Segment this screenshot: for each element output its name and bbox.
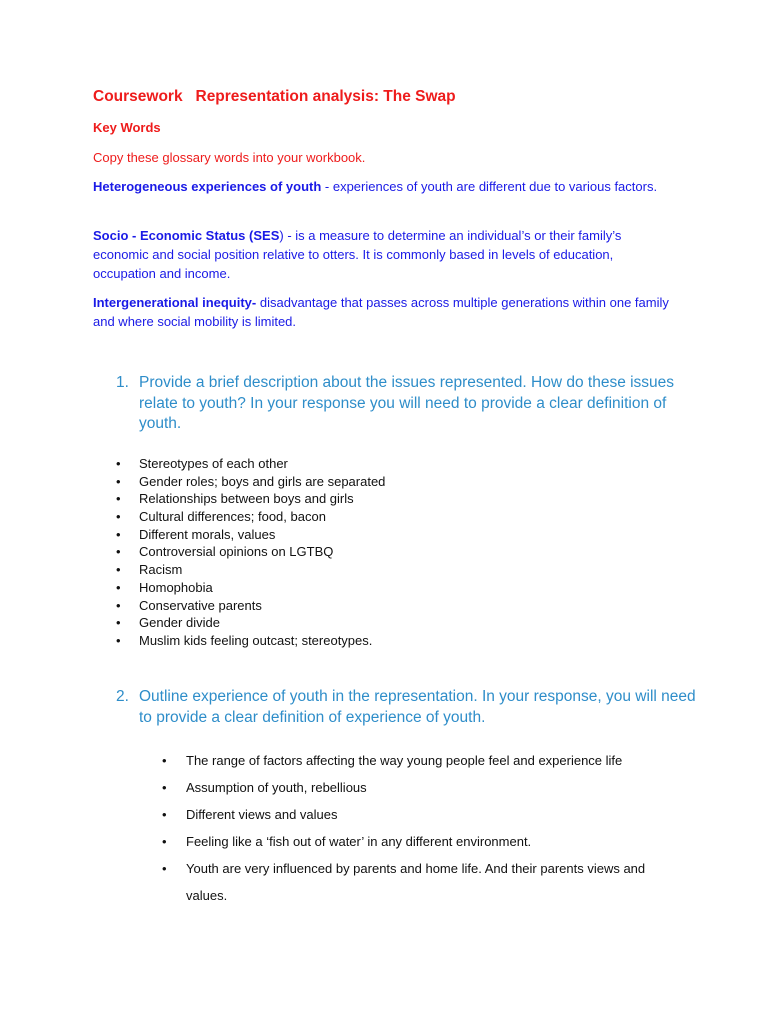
glossary-entry-intergenerational bbox=[93, 293, 673, 331]
list-item: • Muslim kids feeling outcast; stereotypes. bbox=[116, 632, 385, 650]
glossary-term: Intergenerational inequity- bbox=[93, 295, 257, 310]
question-number: 2. bbox=[116, 688, 129, 705]
instruction-text: Copy these glossary words into your workbook. bbox=[93, 150, 366, 165]
list-item: • Gender divide bbox=[116, 614, 385, 632]
list-item: • Stereotypes of each other bbox=[116, 455, 385, 473]
list-item: • The range of factors affecting the way young people feel and experience life bbox=[162, 747, 682, 774]
list-item: • Different morals, values bbox=[116, 526, 385, 544]
glossary-definition: disadvantage that passes across multiple generations within one family and where social mobility is limited. bbox=[93, 295, 669, 329]
key-words-heading: Key Words bbox=[93, 120, 161, 135]
question-number: 1. bbox=[116, 374, 129, 391]
answer-list-1 bbox=[116, 455, 385, 650]
list-item: • Feeling like a ‘fish out of water’ in any different environment. bbox=[162, 828, 682, 855]
glossary-separator: ) - bbox=[279, 228, 296, 243]
list-item: • Relationships between boys and girls bbox=[116, 490, 385, 508]
list-item: • Assumption of youth, rebellious bbox=[162, 774, 682, 801]
question-text: Outline experience of youth in the representation. In your response, you will need to provide a clear definition of experience of youth. bbox=[139, 688, 696, 726]
glossary-term: Socio - Economic Status (SES bbox=[93, 228, 280, 243]
list-item: • Racism bbox=[116, 561, 385, 579]
list-item: • Cultural differences; food, bacon bbox=[116, 508, 385, 526]
glossary-definition: experiences of youth are different due to various factors. bbox=[332, 179, 658, 194]
list-item: • Youth are very influenced by parents and home life. And their parents views and values. bbox=[162, 855, 682, 909]
page-title: Coursework Representation analysis: The Swap bbox=[93, 88, 456, 105]
list-item: • Conservative parents bbox=[116, 597, 385, 615]
question-1 bbox=[116, 373, 696, 435]
list-item: • Homophobia bbox=[116, 579, 385, 597]
glossary-term: Heterogeneous experiences of youth bbox=[93, 179, 322, 194]
glossary-entry-heterogeneous bbox=[93, 177, 673, 196]
question-2 bbox=[116, 687, 696, 728]
glossary-entry-ses bbox=[93, 226, 673, 283]
answer-list-2 bbox=[162, 747, 682, 909]
list-item: • Gender roles; boys and girls are separated bbox=[116, 473, 385, 491]
glossary-separator: - bbox=[321, 179, 333, 194]
glossary-definition: is a measure to determine an individual’s or their family’s economic and social position relative to otters. It is commonly based in levels of education, occupation and income. bbox=[93, 228, 622, 281]
list-item: • Different views and values bbox=[162, 801, 682, 828]
question-text: Provide a brief description about the issues represented. How do these issues relate to youth? In your response you will need to provide a clear definition of youth. bbox=[139, 374, 675, 432]
list-item: • Controversial opinions on LGTBQ bbox=[116, 543, 385, 561]
